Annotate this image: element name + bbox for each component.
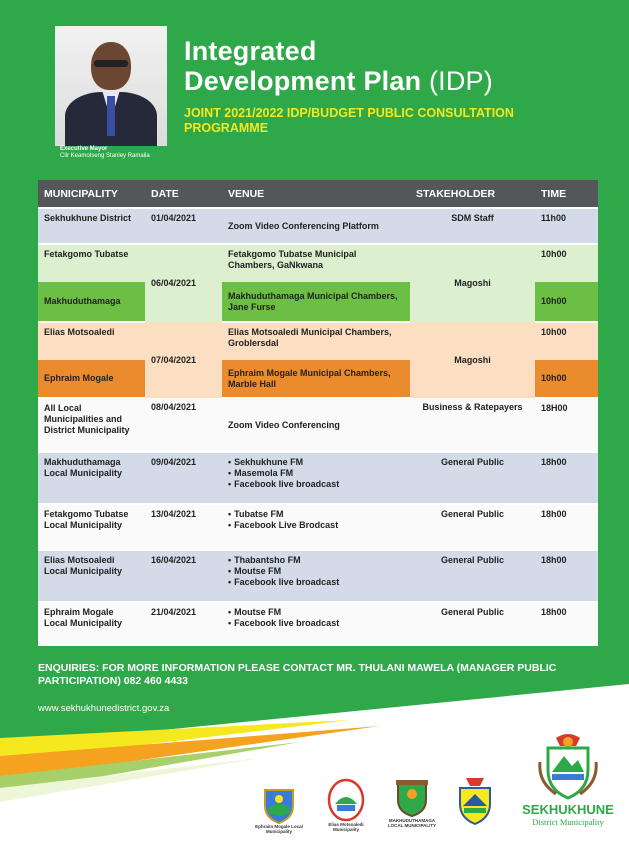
cell-time: 18h00 — [535, 602, 598, 646]
cell-venue — [222, 602, 410, 646]
cell-venue: Makhuduthamaga Municipal Chambers, Jane Furse — [222, 282, 410, 322]
header-time: TIME — [535, 180, 598, 208]
media-list — [228, 607, 404, 629]
enquiries-text: ENQUIRIES: FOR MORE INFORMATION PLEASE CONTACT MR. THULANI MAWELA (MANAGER PUBLIC PARTICIPATION) 082 460 4433 — [38, 662, 557, 687]
mayor-title: Executive Mayor — [60, 146, 108, 152]
media-item: • Masemola FM — [228, 468, 404, 479]
cell-stakeholder: General Public — [410, 504, 535, 550]
sekhukhune-crest-icon — [536, 732, 600, 802]
cell-date: 16/04/2021 — [145, 550, 222, 602]
cell-venue — [222, 504, 410, 550]
media-item: • Facebook Live Brodcast — [228, 520, 404, 531]
cell-date: 13/04/2021 — [145, 504, 222, 550]
cell-venue: Zoom Video Conferencing — [222, 398, 410, 452]
table-row — [38, 452, 598, 504]
table-row — [38, 504, 598, 550]
page-title — [184, 36, 493, 96]
cell-municipality: Fetakgomo Tubatse Local Municipality — [38, 504, 145, 550]
cell-stakeholder: Magoshi — [410, 244, 535, 322]
header-municipality: MUNICIPALITY — [38, 180, 145, 208]
title-line-1: Integrated — [184, 36, 317, 66]
media-list — [228, 555, 404, 588]
table-row — [38, 322, 598, 360]
cell-venue — [222, 550, 410, 602]
cell-municipality: Makhuduthamaga — [38, 282, 145, 322]
table-row — [38, 398, 598, 452]
ephraim-mogale-crest-icon — [262, 786, 296, 824]
cell-time: 10h00 — [535, 322, 598, 360]
table-row — [38, 550, 598, 602]
brand-name: SEKHUKHUNE — [522, 802, 614, 817]
website-link[interactable]: www.sekhukhunedistrict.gov.za — [38, 703, 170, 714]
cell-time: 10h00 — [535, 244, 598, 282]
makhuduthamaga-crest-icon — [394, 778, 430, 818]
media-item: • Moutse FM — [228, 607, 404, 618]
cell-time: 11h00 — [535, 208, 598, 244]
media-item: • Tubatse FM — [228, 509, 404, 520]
table-row — [38, 244, 598, 282]
logo-elias-motsoaledi — [318, 778, 374, 832]
cell-venue: Ephraim Mogale Municipal Chambers, Marble Hall — [222, 360, 410, 398]
mayor-name: Cllr Keamotseng Stanley Ramaila — [60, 153, 150, 159]
cell-date: 07/04/2021 — [145, 322, 222, 398]
media-item: • Facebook live broadcast — [228, 479, 404, 490]
media-item: • Facebook live broadcast — [228, 618, 404, 629]
logo-caption: MAKHUDUTHAMAGA LOCAL MUNICIPALITY — [387, 818, 437, 828]
cell-venue: Fetakgomo Tubatse Municipal Chambers, GaNkwana — [222, 244, 410, 282]
cell-stakeholder: General Public — [410, 452, 535, 504]
logo-caption: Elias Motsoaledi Municipality — [328, 822, 364, 832]
cell-time: 18H00 — [535, 398, 598, 452]
elias-motsoaledi-crest-icon — [327, 778, 365, 822]
cell-municipality: Fetakgomo Tubatse — [38, 244, 145, 282]
cell-time: 10h00 — [535, 360, 598, 398]
logo-sekhukhune — [530, 732, 606, 802]
cell-date: 06/04/2021 — [145, 244, 222, 322]
media-item: • Facebook live broadcast — [228, 577, 404, 588]
cell-municipality: Ephraim Mogale — [38, 360, 145, 398]
cell-time: 18h00 — [535, 550, 598, 602]
cell-date: 09/04/2021 — [145, 452, 222, 504]
cell-date: 08/04/2021 — [145, 398, 222, 452]
logo-caption: Ephraim Mogale Local Municipality — [255, 824, 303, 834]
cell-municipality: Makhuduthamaga Local Municipality — [38, 452, 145, 504]
media-item: • Moutse FM — [228, 566, 404, 577]
cell-stakeholder: Magoshi — [410, 322, 535, 398]
header-stakeholder: STAKEHOLDER — [410, 180, 535, 208]
cell-date: 21/04/2021 — [145, 602, 222, 646]
logo-fetakgomo-tubatse — [452, 776, 498, 826]
table-header-row — [38, 180, 598, 208]
cell-time: 18h00 — [535, 504, 598, 550]
logo-makhuduthamaga — [384, 778, 440, 828]
subtitle: JOINT 2021/2022 IDP/BUDGET PUBLIC CONSULTATION PROGRAMME — [184, 106, 514, 135]
media-list — [228, 509, 404, 531]
media-item: • Sekhukhune FM — [228, 457, 404, 468]
title-abbr: (IDP) — [428, 66, 493, 96]
cell-date: 01/04/2021 — [145, 208, 222, 244]
cell-venue — [222, 452, 410, 504]
brand-subtitle: District Municipality — [532, 817, 604, 827]
cell-time: 10h00 — [535, 282, 598, 322]
title-line-2: Development Plan — [184, 66, 422, 96]
cell-municipality: Elias Motsoaledi Local Municipality — [38, 550, 145, 602]
cell-stakeholder: SDM Staff — [410, 208, 535, 244]
media-list — [228, 457, 404, 490]
cell-stakeholder: General Public — [410, 550, 535, 602]
media-item: • Thabantsho FM — [228, 555, 404, 566]
cell-municipality: All Local Municipalities and District Municipality — [38, 398, 145, 452]
cell-time: 18h00 — [535, 452, 598, 504]
logo-ephraim-mogale — [248, 786, 310, 834]
header-date: DATE — [145, 180, 222, 208]
cell-venue: Elias Motsoaledi Municipal Chambers, Groblersdal — [222, 322, 410, 360]
mayor-photo — [55, 26, 167, 146]
fetakgomo-tubatse-crest-icon — [456, 776, 494, 826]
cell-venue: Zoom Video Conferencing Platform — [222, 208, 410, 244]
cell-municipality: Ephraim Mogale Local Municipality — [38, 602, 145, 646]
cell-municipality: Elias Motsoaledi — [38, 322, 145, 360]
cell-stakeholder: Business & Ratepayers — [410, 398, 535, 452]
mayor-caption — [60, 146, 150, 160]
cell-stakeholder: General Public — [410, 602, 535, 646]
table-row — [38, 208, 598, 244]
cell-municipality: Sekhukhune District — [38, 208, 145, 244]
schedule-table — [38, 180, 598, 646]
header-venue: VENUE — [222, 180, 410, 208]
table-row — [38, 602, 598, 646]
